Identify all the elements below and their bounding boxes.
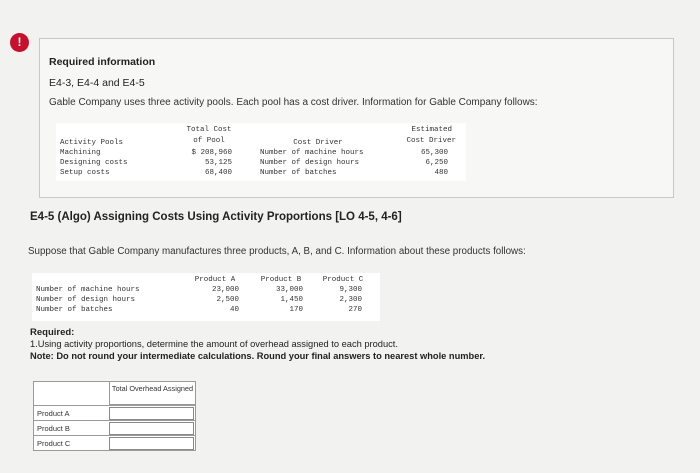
product-a-overhead-input[interactable] [109,407,194,420]
table-row-driver: Number of machine hours [260,149,364,157]
table-row [34,405,195,420]
table-cell-c: 270 [348,306,362,314]
table-row-label: Number of design hours [36,296,136,304]
table-row-cost: $ 208,960 [191,149,232,157]
table-cell-b: 33,000 [275,286,303,294]
table-cell-b: 1,450 [280,296,303,304]
table-row-estimate: 65,300 [420,149,448,157]
table-row-driver: Number of batches [260,169,337,177]
activity-pools-table [56,123,466,181]
table-row-cost: 68,400 [204,169,232,177]
activity-pools-header: Activity Pools [60,139,124,147]
table-row-estimate: 6,250 [425,159,448,167]
table-cell-a: 23,000 [211,286,239,294]
estimated-header: Estimated [411,126,452,134]
required-information-heading: Required information [49,56,156,68]
product-b-header: Product B [260,276,302,284]
table-row-pool: Machining [60,149,101,157]
product-information-table [32,273,380,321]
table-row-pool: Setup costs [60,169,110,177]
table-cell-b: 170 [289,306,303,314]
answer-row-label: Product B [37,424,70,433]
table-row-label: Number of batches [36,306,113,314]
instruction-text: 1.Using activity proportions, determine the amount of overhead assigned to each product. [30,339,398,349]
table-row-label: Number of machine hours [36,286,140,294]
table-cell-c: 2,300 [339,296,362,304]
product-c-header: Product C [322,276,364,284]
table-row [34,420,195,435]
exercise-references: E4-3, E4-4 and E4-5 [49,77,145,89]
table-row [34,435,195,450]
of-pool-header: of Pool [193,137,225,145]
cost-driver-estimate-header: Cost Driver [406,137,456,145]
table-row-driver: Number of design hours [260,159,360,167]
product-a-header: Product A [194,276,236,284]
answer-row-label: Product A [37,409,70,418]
product-c-overhead-input[interactable] [109,437,194,450]
answer-row-label: Product C [37,439,71,448]
total-cost-header: Total Cost [186,126,232,134]
table-cell-a: 40 [229,306,239,314]
product-intro: Suppose that Gable Company manufactures three products, A, B, and C. Information about these products follows: [28,246,526,257]
product-b-overhead-input[interactable] [109,422,194,435]
company-description: Gable Company uses three activity pools. Each pool has a cost driver. Information for Gable Company follows: [49,97,538,108]
table-row-estimate: 480 [434,169,448,177]
alert-icon: ! [10,33,29,52]
table-cell-a: 2,500 [216,296,239,304]
overhead-answer-table [33,381,196,451]
exercise-title: E4-5 (Algo) Assigning Costs Using Activity Proportions [LO 4-5, 4-6] [30,211,402,223]
total-overhead-assigned-header: Total Overhead Assigned [109,382,195,405]
table-cell-c: 9,300 [339,286,362,294]
table-row-cost: 53,125 [204,159,232,167]
required-label: Required: [30,327,75,338]
cost-driver-header: Cost Driver [293,139,343,147]
table-row-pool: Designing costs [60,159,128,167]
rounding-note: Note: Do not round your intermediate calculations. Round your final answers to nearest whole number. [30,351,486,361]
